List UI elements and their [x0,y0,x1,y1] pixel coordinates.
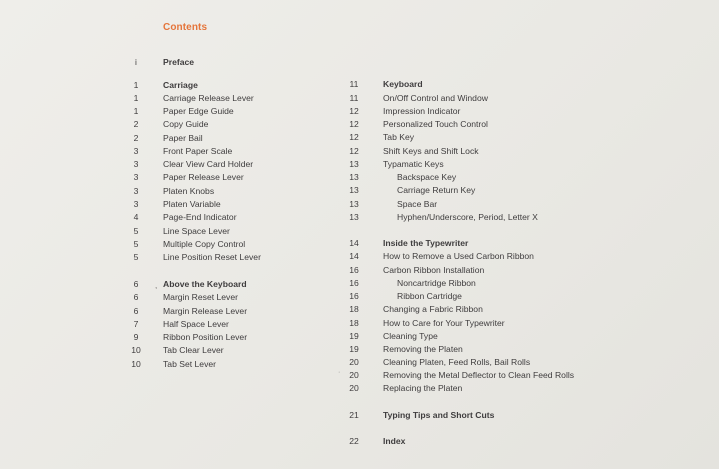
toc-page-number: 3 [133,159,139,169]
toc-page-number: 9 [133,332,139,342]
toc-item-title: Space Bar [397,199,438,209]
toc-page-number: 13 [349,212,359,222]
toc-page-number: 20 [349,370,359,380]
toc-page-number: 1 [133,80,139,90]
toc-item-title: Replacing the Platen [383,383,463,393]
toc-page-number: 3 [133,186,139,196]
toc-page-number: 1 [133,106,139,116]
toc-page-number: 2 [133,119,139,129]
toc-item-title: Shift Keys and Shift Lock [383,146,479,156]
toc-page-number: 13 [349,185,359,195]
toc-item-title: Carriage Return Key [397,185,476,195]
toc-section-heading: Inside the Typewriter [383,238,469,248]
toc-page-number: 3 [133,146,139,156]
toc-item-title: Impression Indicator [383,106,461,116]
toc-page-number: 20 [349,383,359,393]
toc-page-number: 12 [349,146,359,156]
toc-item-title: Paper Edge Guide [163,106,234,116]
toc-page-number: 12 [349,132,359,142]
toc-page-number: 14 [349,251,359,261]
toc-page-number: 2 [133,133,139,143]
page-title: Contents [163,22,208,33]
toc-page-number: 13 [349,172,359,182]
toc-item-title: Carriage Release Lever [163,93,254,103]
toc-page-number: 16 [349,291,359,301]
toc-section-heading: Index [383,436,406,446]
toc-page-number: 7 [133,319,139,329]
toc-page-number: 3 [133,172,139,182]
toc-page-number: 11 [349,93,359,103]
toc-page-number: 14 [349,238,359,248]
toc-item-title: Tab Clear Lever [163,345,224,355]
toc-item-title: Clear View Card Holder [163,159,254,169]
toc-page-number: 18 [349,318,359,328]
toc-item-title: Noncartridge Ribbon [397,278,476,288]
toc-item-title: Backspace Key [397,172,457,182]
toc-page-number: 12 [349,119,359,129]
toc-page-number: 5 [133,239,139,249]
toc-item-title: Half Space Lever [163,319,229,329]
pencil-dot: · [338,369,341,376]
toc-item-title: Margin Release Lever [163,306,248,316]
toc-page-number: 21 [349,410,359,420]
toc-item-title: Line Position Reset Lever [163,252,261,262]
toc-page-number: 20 [349,357,359,367]
toc-item-title: Page-End Indicator [163,212,237,222]
toc-page-number: 6 [133,292,139,302]
toc-item-title: Hyphen/Underscore, Period, Letter X [397,212,538,222]
toc-page-number: 6 [133,279,139,289]
toc-page-number: 18 [349,304,359,314]
toc-page-number: 6 [133,306,139,316]
toc-item-title: Tab Set Lever [163,359,217,369]
toc-page-number: i [135,57,137,67]
toc-page-number: 22 [349,436,359,446]
toc-page-number: 5 [133,252,139,262]
toc-item-title: Carbon Ribbon Installation [383,265,485,275]
toc-page-number: 11 [349,79,359,89]
toc-item-title: Cleaning Type [383,331,438,341]
toc-page-number: 10 [131,345,141,355]
pencil-mark: , [155,281,158,290]
toc-page-number: 4 [133,212,139,222]
toc-page-number: 12 [349,106,359,116]
toc-item-title: Paper Release Lever [163,172,244,182]
toc-section-heading: Carriage [163,80,198,90]
toc-page-number: 13 [349,199,359,209]
toc-section-heading: Keyboard [383,79,423,89]
toc-page-number: 13 [349,159,359,169]
toc-page-number: 3 [133,199,139,209]
toc-item-title: Changing a Fabric Ribbon [383,304,483,314]
toc-item-title: Front Paper Scale [163,146,233,156]
toc-item-title: Personalized Touch Control [383,119,488,129]
toc-page-number: 16 [349,265,359,275]
toc-page-number: 19 [349,331,359,341]
toc-item-title: Tab Key [383,132,415,142]
toc-item-title: Platen Knobs [163,186,215,196]
toc-item-title: On/Off Control and Window [383,93,488,103]
toc-item-title: Cleaning Platen, Feed Rolls, Bail Rolls [383,357,531,367]
toc-page-number: 10 [131,359,141,369]
toc-section-heading: Preface [163,57,195,67]
toc-page-number: 1 [133,93,139,103]
toc-item-title: Multiple Copy Control [163,239,246,249]
toc-section-heading: Above the Keyboard [163,279,247,289]
toc-item-title: Removing the Metal Deflector to Clean Feed Rolls [383,370,575,380]
toc-item-title: Ribbon Position Lever [163,332,248,342]
toc-section-heading: Typing Tips and Short Cuts [383,410,495,420]
toc-page-number: 16 [349,278,359,288]
toc-item-title: Typamatic Keys [383,159,444,169]
toc-item-title: Copy Guide [163,119,209,129]
toc-item-title: How to Remove a Used Carbon Ribbon [383,251,534,261]
toc-item-title: Line Space Lever [163,226,230,236]
toc-item-title: Margin Reset Lever [163,292,238,302]
toc-item-title: Ribbon Cartridge [397,291,462,301]
toc-item-title: Removing the Platen [383,344,463,354]
toc-item-title: Platen Variable [163,199,221,209]
toc-item-title: How to Care for Your Typewriter [383,318,505,328]
toc-page-number: 19 [349,344,359,354]
toc-page-number: 5 [133,226,139,236]
toc-item-title: Paper Bail [163,133,203,143]
